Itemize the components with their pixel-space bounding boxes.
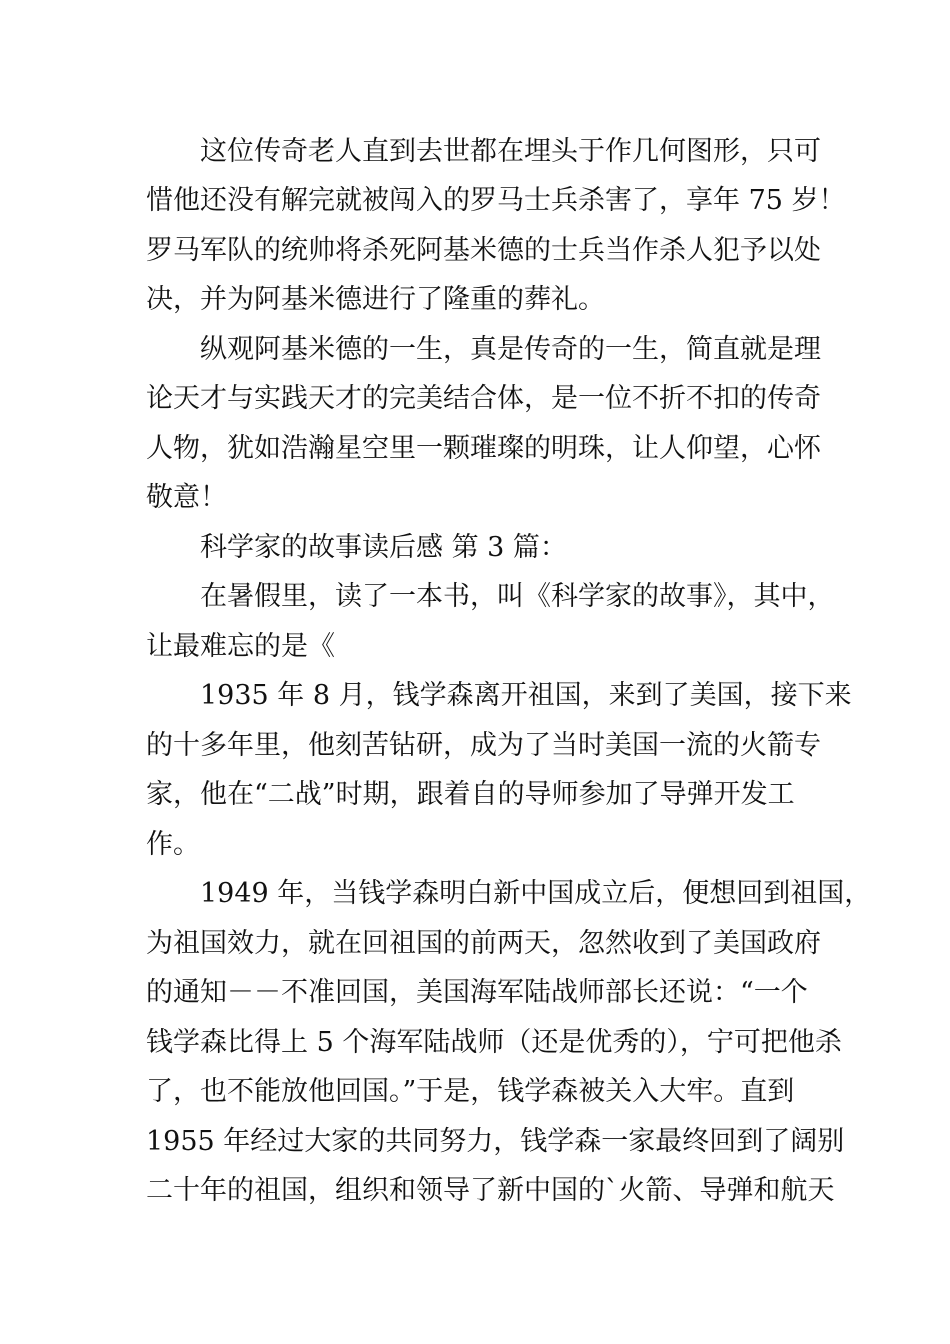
text-line: 让最难忘的是《 — [146, 631, 335, 662]
text-line: 科学家的故事读后感 第 3 篇： — [200, 532, 567, 563]
text-line: 的十多年里，他刻苦钻研，成为了当时美国一流的火箭专 — [146, 730, 821, 761]
text-line: 这位传奇老人直到去世都在埋头于作几何图形，只可 — [200, 136, 821, 167]
text-line: 家，他在“二战”时期，跟着自的导师参加了导弹开发工 — [146, 779, 795, 810]
text-line: 的通知－－不准回国，美国海军陆战师部长还说：“一个 — [146, 977, 808, 1008]
text-line: 1949 年，当钱学森明白新中国成立后，便想回到祖国， — [200, 878, 872, 909]
text-line: 为祖国效力，就在回祖国的前两天，忽然收到了美国政府 — [146, 928, 821, 959]
text-line: 论天才与实践天才的完美结合体，是一位不折不扣的传奇 — [146, 383, 821, 414]
text-line: 罗马军队的统帅将杀死阿基米德的士兵当作杀人犯予以处 — [146, 235, 821, 266]
text-line: 作。 — [146, 829, 200, 860]
text-line: 决，并为阿基米德进行了隆重的葬礼。 — [146, 284, 605, 315]
text-line: 人物，犹如浩瀚星空里一颗璀璨的明珠，让人仰望，心怀 — [146, 433, 821, 464]
text-line: 二十年的祖国，组织和领导了新中国的`火箭、导弹和航天 — [146, 1175, 835, 1206]
text-line: 1955 年经过大家的共同努力，钱学森一家最终回到了阔别 — [146, 1126, 845, 1157]
text-line: 了，也不能放他回国。”于是，钱学森被关入大牢。直到 — [146, 1076, 795, 1107]
text-line: 在暑假里，读了一本书，叫《科学家的故事》，其中， — [200, 581, 835, 612]
text-line: 敬意！ — [146, 482, 227, 513]
text-line: 惜他还没有解完就被闯入的罗马士兵杀害了，享年 75 岁！ — [146, 185, 846, 216]
text-line: 1935 年 8 月，钱学森离开祖国，来到了美国，接下来 — [200, 680, 852, 711]
text-line: 钱学森比得上 5 个海军陆战师（还是优秀的），宁可把他杀 — [146, 1027, 842, 1058]
text-line: 纵观阿基米德的一生，真是传奇的一生，简直就是理 — [200, 334, 821, 365]
